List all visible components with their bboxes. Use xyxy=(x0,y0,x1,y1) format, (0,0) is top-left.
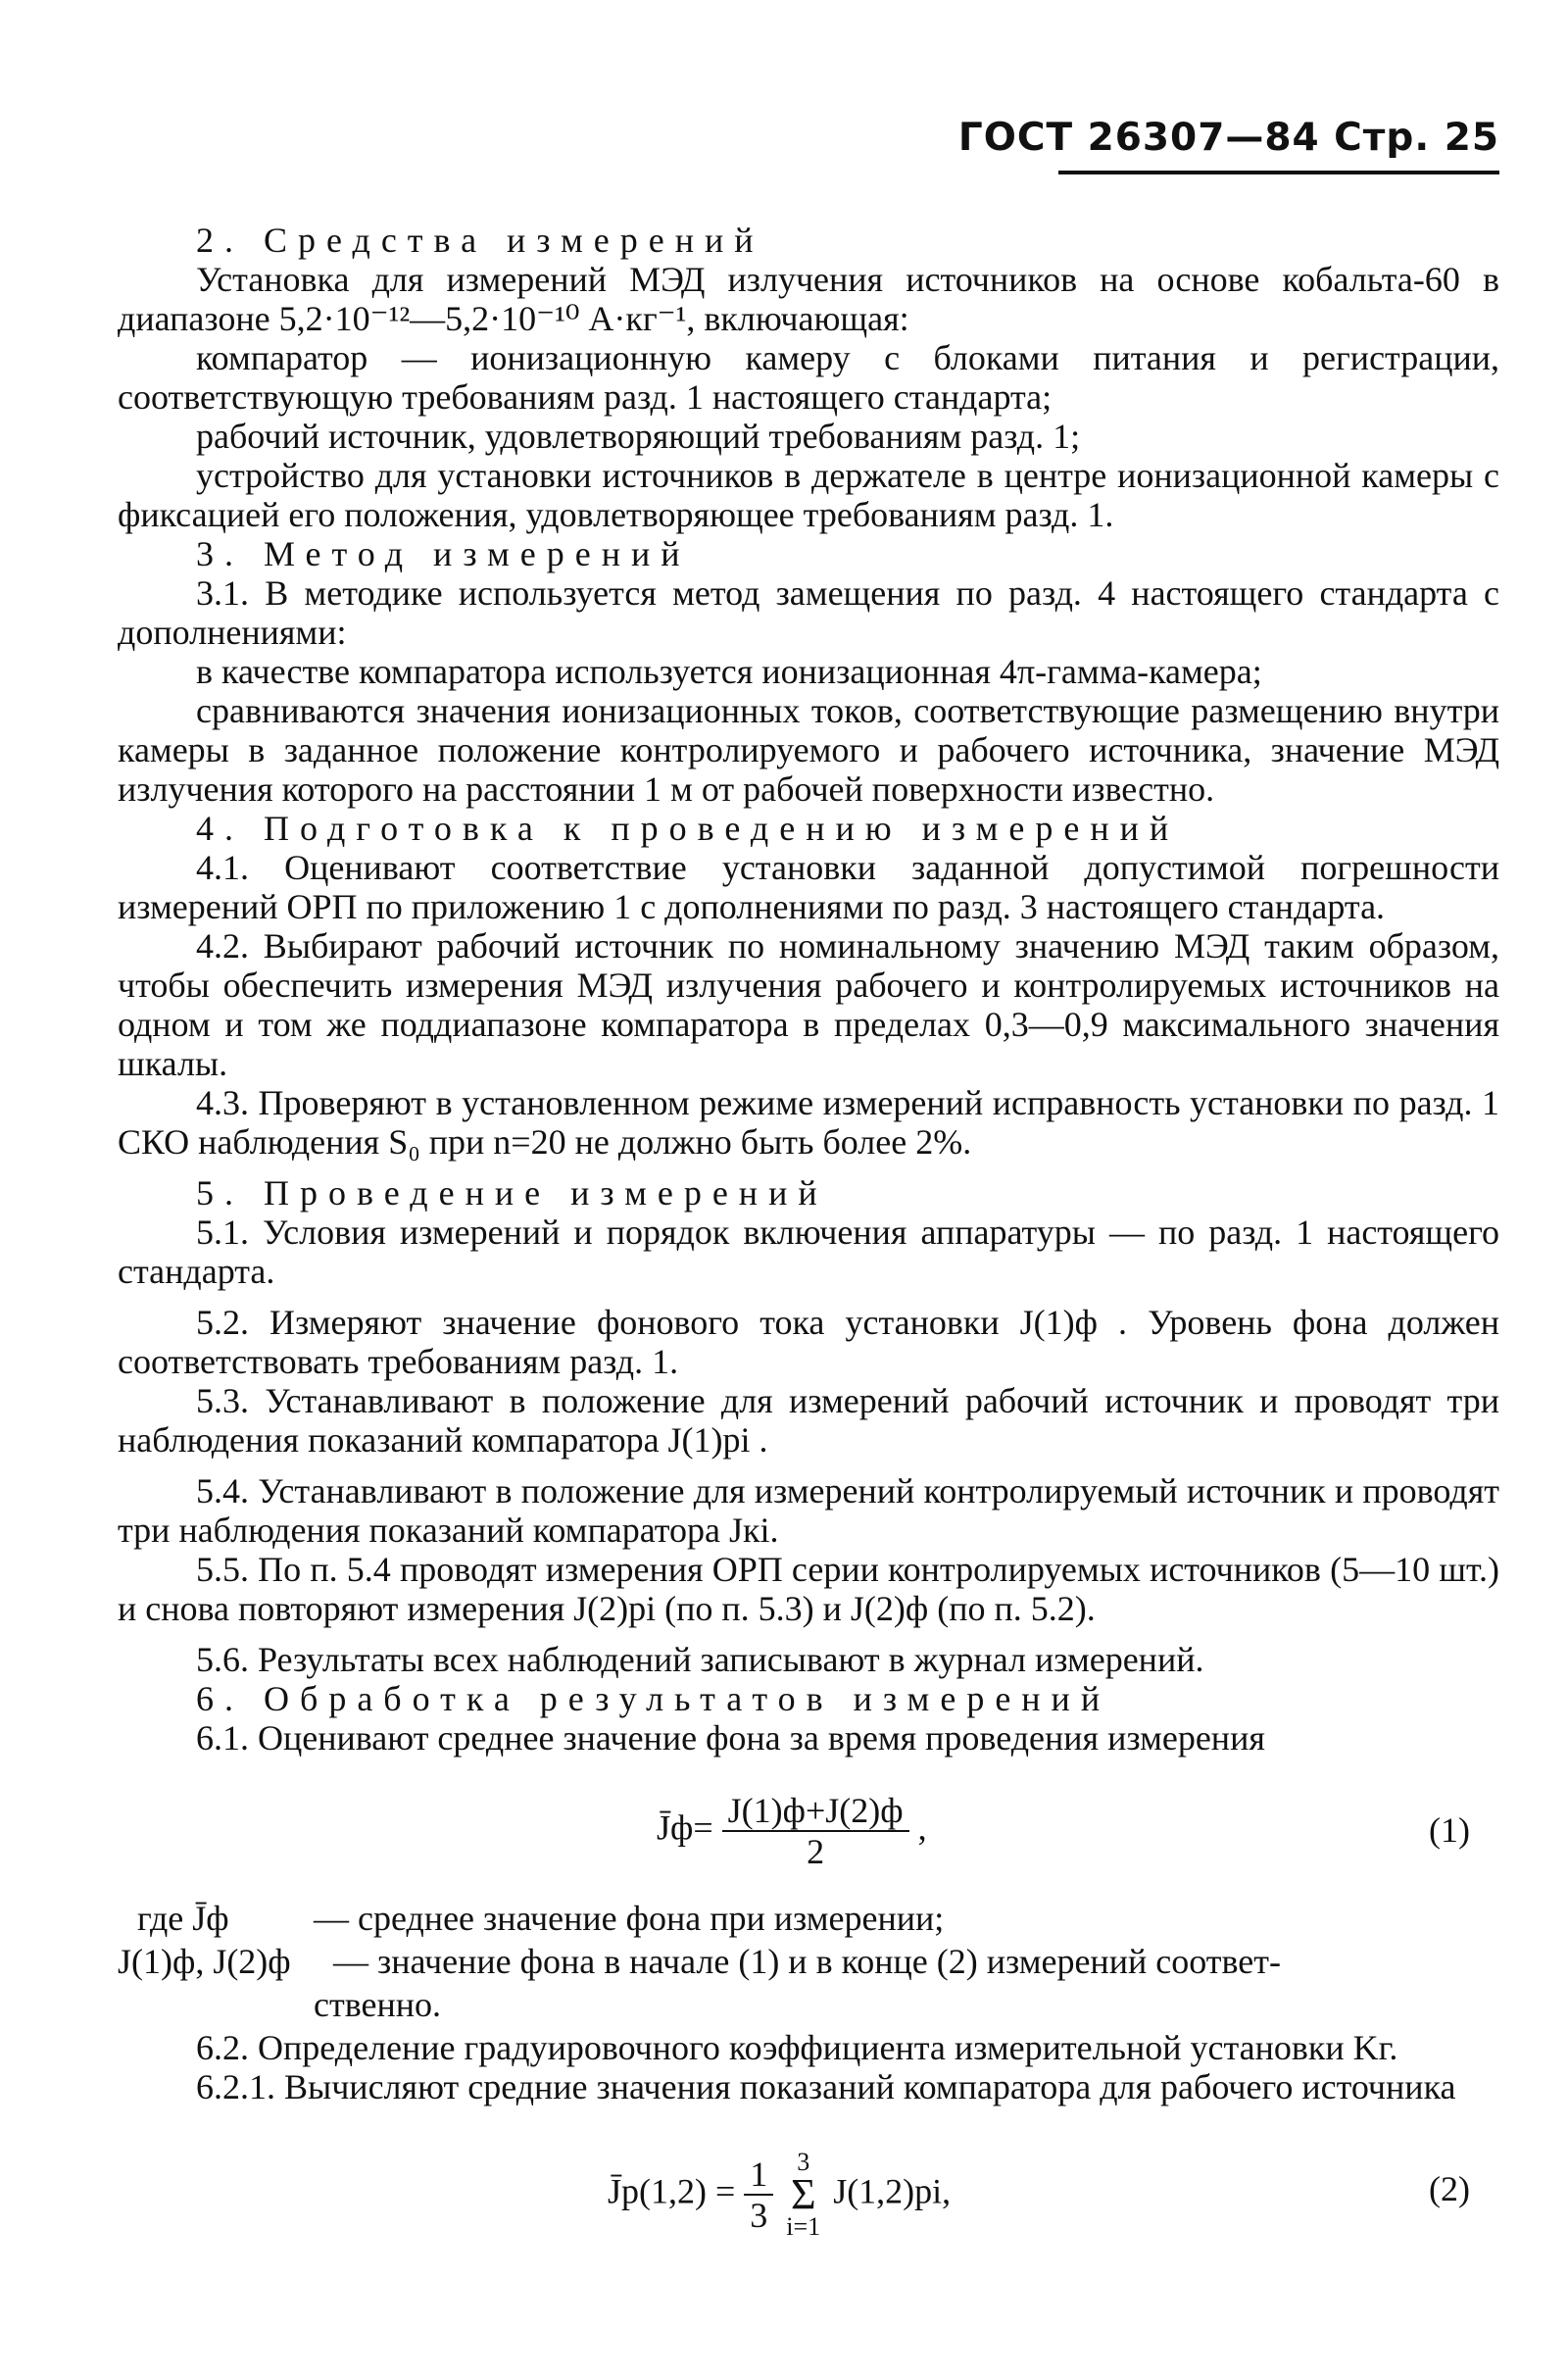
s5-para-5-1: 5.1. Условия измерений и порядок включения аппаратуры — по разд. 1 настоящего стандарта. xyxy=(118,1213,1499,1291)
s6-para-6-2-1: 6.2.1. Вычисляют средние значения показаний компаратора для рабочего источника xyxy=(196,2067,1456,2106)
header-rule xyxy=(1058,171,1499,174)
s2-item-1: компаратор — ионизационную камеру с блоками питания и регистрации, соответствующую требованиям разд. 1 настоящего стандарта; xyxy=(118,338,1499,417)
s3-item-2: сравниваются значения ионизационных токов, соответствующие размещению внутри камеры в заданное положение контролируемого и рабочего источника, значение МЭД излучения которого на расстоянии 1 м от рабочей поверхности известно. xyxy=(118,691,1499,809)
sum-lower-limit: i=1 xyxy=(786,2212,821,2241)
s4-para-4-2: 4.2. Выбирают рабочий источник по номинальному значению МЭД таким образом, чтобы обеспечить измерения МЭД излучения рабочего и контролируемых источников на одном и том же поддиапазоне компаратора в пределах 0,3—0,9 максимального значения шкалы. xyxy=(118,926,1499,1083)
formula-2-numerator: 1 xyxy=(744,2154,773,2196)
formula-1-denominator: 2 xyxy=(807,1832,825,1871)
formula-2-fraction xyxy=(744,2154,773,2235)
s6-para-6-2: 6.2. Определение градуировочного коэффициента измерительной установки Kг. xyxy=(196,2028,1398,2067)
s5-para-5-3: 5.3. Устанавливают в положение для измерений рабочий источник и проводят три наблюдения показаний компаратора J(1)pi . xyxy=(118,1381,1499,1460)
formula-2-denominator: 3 xyxy=(750,2196,768,2235)
s4-para-4-1: 4.1. Оценивают соответствие установки заданной допустимой погрешности измерений ОРП по приложению 1 с дополнениями по разд. 3 настоящего стандарта. xyxy=(118,848,1499,926)
where-line-1 xyxy=(118,1899,1499,1942)
where2-text-cont: ственно. xyxy=(314,1985,442,2024)
section-3-title: 3. Метод измерений xyxy=(196,534,691,573)
where-label: где J̄ф xyxy=(137,1899,229,1938)
s5-para-5-5: 5.5. По п. 5.4 проводят измерения ОРП серии контролируемых источников (5—10 шт.) и снова повторяют измерения J(2)pi (по п. 5.3) и J(2)ф (по п. 5.2). xyxy=(118,1550,1499,1628)
page-header: ГОСТ 26307—84 Стр. 25 xyxy=(957,116,1499,160)
formula-1-numerator: J(1)ф+J(2)ф xyxy=(722,1791,909,1832)
formula-1-lhs: J̄ф= xyxy=(657,1808,713,1848)
s5-para-5-4: 5.4. Устанавливают в положение для измерений контролируемый источник и проводят три наблюдения показаний компаратора Jкi. xyxy=(118,1471,1499,1550)
sum-upper-limit: 3 xyxy=(797,2148,810,2176)
formula-2 xyxy=(118,2120,1499,2248)
s2-item-3: устройство для установки источников в держателе в центре ионизационной камеры с фиксацией его положения, удовлетворяющее требованиям разд. 1. xyxy=(118,456,1499,534)
formula-1-tail: , xyxy=(917,1808,927,1848)
section-5-title: 5. Проведение измерений xyxy=(196,1173,828,1213)
where2-label: J(1)ф, J(2)ф xyxy=(118,1942,291,1981)
document-body xyxy=(118,221,1499,2257)
formula-1 xyxy=(118,1771,1499,1889)
formula-1-number: (1) xyxy=(1429,1810,1470,1850)
s5-para-5-2: 5.2. Измеряют значение фонового тока установки J(1)ф . Уровень фона должен соответствовать требованиям разд. 1. xyxy=(118,1303,1499,1381)
formula-1-fraction xyxy=(722,1791,909,1871)
s6-para-6-1: 6.1. Оценивают среднее значение фона за время проведения измерения xyxy=(196,1718,1265,1758)
sum-sign: Σ xyxy=(790,2170,816,2218)
formula-2-lhs: J̄p(1,2) = xyxy=(608,2171,736,2211)
s2-intro: Установка для измерений МЭД излучения источников на основе кобальта-60 в диапазоне 5,2·10⁻¹²—5,2·10⁻¹⁰ А·кг⁻¹, включающая: xyxy=(118,260,1499,338)
section-4-title: 4. Подготовка к проведению измерений xyxy=(196,809,1180,848)
formula-2-number: (2) xyxy=(1429,2169,1470,2208)
s5-para-5-6: 5.6. Результаты всех наблюдений записывают в журнал измерений. xyxy=(196,1640,1204,1679)
where2-text: — значение фона в начале (1) и в конце (2) измерений соответ- xyxy=(333,1942,1281,1981)
formula-2-rhs: J(1,2)pi, xyxy=(833,2171,952,2211)
s3-para-3-1: 3.1. В методике используется метод замещения по разд. 4 настоящего стандарта с дополнениями: xyxy=(118,573,1499,652)
where-line-2 xyxy=(118,1942,1499,2028)
section-6-title: 6. Обработка результатов измерений xyxy=(196,1679,1111,1718)
s4-para-4-3: 4.3. Проверяют в установленном режиме измерений исправность установки по разд. 1 СКО наблюдения S₀ при n=20 не должно быть более 2%. xyxy=(118,1083,1499,1162)
formula-2-sum xyxy=(786,2150,820,2240)
where-text: — среднее значение фона при измерении; xyxy=(314,1899,945,1938)
s2-item-2: рабочий источник, удовлетворяющий требованиям разд. 1; xyxy=(196,417,1081,456)
section-2-title: 2. Средства измерений xyxy=(196,221,764,260)
s3-item-1: в качестве компаратора используется ионизационная 4π-гамма-камера; xyxy=(196,652,1262,691)
